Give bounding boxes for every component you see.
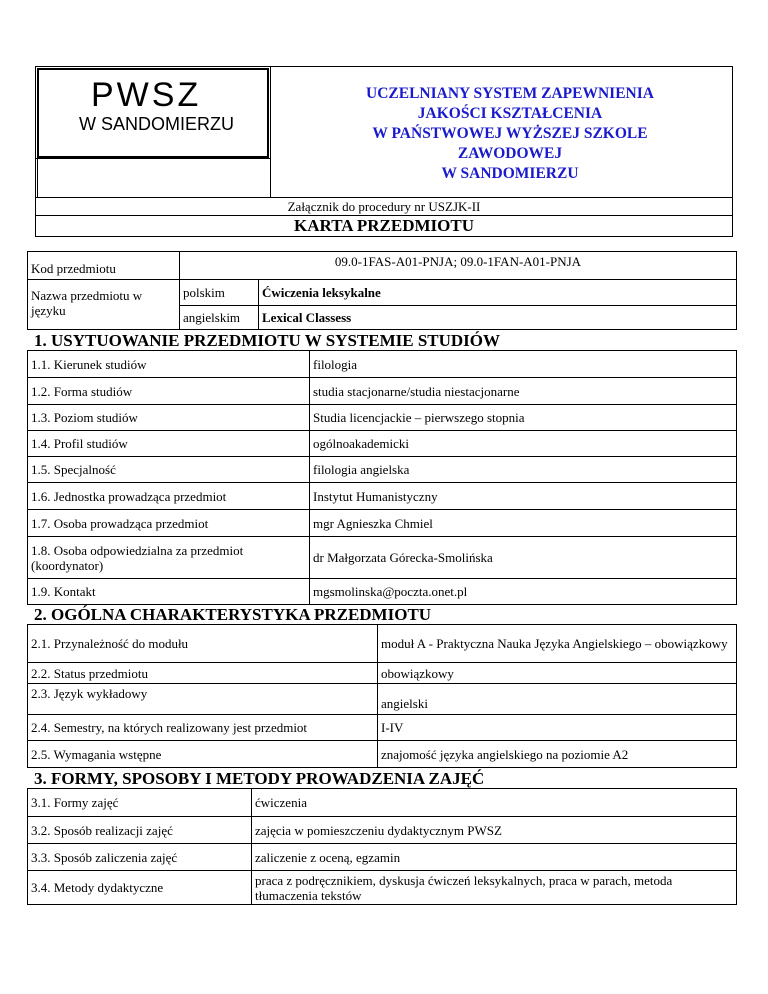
s3-label-4: 3.4. Metody dydaktyczne [27, 870, 252, 905]
s1-label-8-text: 1.8. Osoba odpowiedzialna za przedmiot (koordynator) [31, 542, 244, 573]
s3-label-2: 3.2. Sposób realizacji zajęć [27, 816, 252, 844]
s1-label-6: 1.6. Jednostka prowadząca przedmiot [27, 482, 310, 510]
s1-label-1: 1.1. Kierunek studiów [27, 350, 310, 378]
section2-title: 2. OGÓLNA CHARAKTERYSTYKA PRZEDMIOTU [34, 605, 432, 624]
header-left-inner [37, 158, 38, 198]
s2-value-3: angielski [377, 683, 737, 715]
s2-label-4: 2.4. Semestry, na których realizowany jest przedmiot [27, 714, 378, 741]
header-left-bottom [35, 158, 271, 159]
s2-value-5: znajomość języka angielskiego na poziomie A2 [377, 740, 737, 768]
name-pl-value: Ćwiczenia leksykalne [258, 279, 737, 306]
s1-label-7: 1.7. Osoba prowadząca przedmiot [27, 509, 310, 537]
s1-label-3: 1.3. Poziom studiów [27, 404, 310, 431]
header-divider [270, 66, 271, 198]
s3-value-2: zajęcia w pomieszczeniu dydaktycznym PWSZ [251, 816, 737, 844]
s3-label-1: 3.1. Formy zajęć [27, 788, 252, 817]
s1-label-2: 1.2. Forma studiów [27, 377, 310, 405]
s1-value-4: ogólnoakademicki [309, 430, 737, 457]
s1-value-6: Instytut Humanistyczny [309, 482, 737, 510]
s1-value-9: mgsmolinska@poczta.onet.pl [309, 578, 737, 605]
s1-label-8 [27, 536, 310, 579]
logo-line2: W SANDOMIERZU [79, 114, 234, 134]
s3-label-3: 3.3. Sposób zaliczenia zajęć [27, 843, 252, 871]
s2-label-1: 2.1. Przynależność do modułu [27, 624, 378, 663]
lang-pl-label: polskim [179, 279, 259, 306]
s3-value-1: ćwiczenia [251, 788, 737, 817]
s1-value-2: studia stacjonarne/studia niestacjonarne [309, 377, 737, 405]
s2-label-2: 2.2. Status przedmiotu [27, 662, 378, 684]
s2-value-4: I-IV [377, 714, 737, 741]
s1-value-8: dr Małgorzata Górecka-Smolińska [309, 536, 737, 579]
section3-title: 3. FORMY, SPOSOBY I METODY PROWADZENIA ZAJĘĆ [34, 769, 485, 788]
school-logo [37, 68, 269, 158]
institution-line: W PAŃSTWOWEJ WYŻSZEJ SZKOLE [372, 125, 648, 142]
code-label: Kod przedmiotu [27, 251, 180, 280]
s1-value-1: filologia [309, 350, 737, 378]
s1-value-3: Studia licencjackie – pierwszego stopnia [309, 404, 737, 431]
name-en-value: Lexical Classess [258, 305, 737, 330]
s2-value-2: obowiązkowy [377, 662, 737, 684]
s1-value-5: filologia angielska [309, 456, 737, 483]
logo-line1: PWSZ [91, 76, 202, 114]
s2-value-1: moduł A - Praktyczna Nauka Języka Angielskiego – obowiązkowy [377, 624, 737, 663]
s1-value-7: mgr Agnieszka Chmiel [309, 509, 737, 537]
s1-label-4: 1.4. Profil studiów [27, 430, 310, 457]
attachment-label: Załącznik do procedury nr USZJK-II [287, 199, 481, 214]
institution-line: W SANDOMIERZU [441, 165, 579, 182]
code-value: 09.0-1FAS-A01-PNJA; 09.0-1FAN-A01-PNJA [179, 251, 737, 280]
institution-line: JAKOŚCI KSZTAŁCENIA [417, 105, 603, 122]
s1-label-5: 1.5. Specjalność [27, 456, 310, 483]
s3-value-4: praca z podręcznikiem, dyskusja ćwiczeń leksykalnych, praca w parach, metoda tłumaczenia tekstów [251, 870, 737, 905]
institution-line: ZAWODOWEJ [457, 145, 563, 162]
page-title: KARTA PRZEDMIOTU [294, 216, 474, 235]
institution-line: UCZELNIANY SYSTEM ZAPEWNIENIA [366, 85, 654, 102]
name-label: Nazwa przedmiotu w języku [27, 279, 180, 330]
institution-title [300, 84, 720, 184]
lang-en-label: angielskim [179, 305, 259, 330]
s2-label-5: 2.5. Wymagania wstępne [27, 740, 378, 768]
s2-label-3: 2.3. Język wykładowy [27, 683, 378, 715]
section1-title: 1. USYTUOWANIE PRZEDMIOTU W SYSTEMIE STUDIÓW [34, 331, 501, 350]
s1-label-9: 1.9. Kontakt [27, 578, 310, 605]
s3-value-3: zaliczenie z oceną, egzamin [251, 843, 737, 871]
